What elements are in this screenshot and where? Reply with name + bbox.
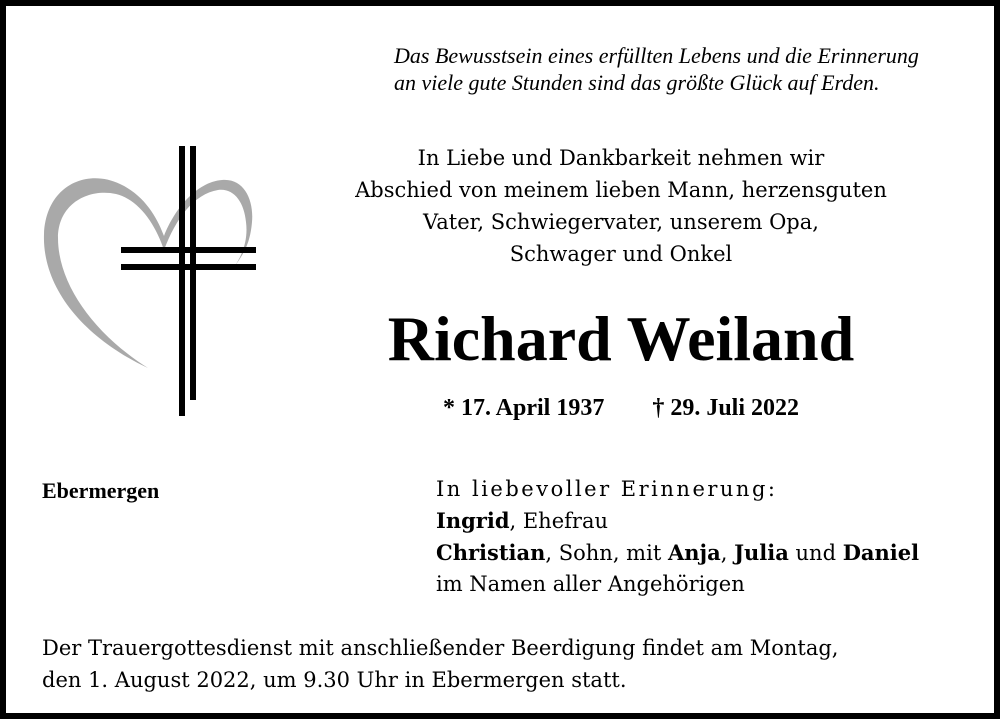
memorial-emblem bbox=[36, 138, 266, 423]
intro-line: Schwager und Onkel bbox=[509, 242, 733, 266]
mourner-line bbox=[436, 537, 996, 569]
mourner-name: Julia bbox=[734, 540, 789, 565]
service-line: Der Trauergottesdienst mit anschließender Beerdigung findet am Montag, bbox=[42, 636, 839, 660]
heart-icon bbox=[44, 178, 252, 368]
opening-quote bbox=[394, 42, 994, 96]
quote-line: Das Bewusstsein eines erfüllten Lebens und die Erinnerung bbox=[394, 43, 919, 68]
intro-line: Abschied von meinem lieben Mann, herzensguten bbox=[355, 178, 887, 202]
mourner-name: Daniel bbox=[842, 540, 920, 565]
mourner-role: , Ehefrau bbox=[509, 509, 608, 533]
mourner-name: Christian bbox=[436, 540, 546, 565]
separator-text: , bbox=[720, 541, 735, 565]
death-date: † 29. Juli 2022 bbox=[652, 395, 800, 421]
intro-line: In Liebe und Dankbarkeit nehmen wir bbox=[417, 146, 825, 170]
service-notice bbox=[42, 632, 982, 696]
mourner-role: , Sohn, mit bbox=[545, 541, 668, 565]
mourners-closing: im Namen aller Angehörigen bbox=[436, 572, 745, 596]
intro-line: Vater, Schwiegervater, unserem Opa, bbox=[423, 210, 819, 234]
mourner-name: Anja bbox=[667, 540, 721, 565]
mourner-line bbox=[436, 505, 996, 537]
quote-line: an viele gute Stunden sind das größte Glück auf Erden. bbox=[394, 70, 880, 95]
service-line: den 1. August 2022, um 9.30 Uhr in Ebermergen statt. bbox=[42, 668, 627, 692]
deceased-name: Richard Weiland bbox=[387, 303, 855, 374]
life-dates bbox=[296, 392, 946, 424]
birth-date: * 17. April 1937 bbox=[442, 395, 605, 421]
mourners-heading: In liebevoller Erinnerung: bbox=[436, 477, 778, 501]
mourners-block bbox=[436, 474, 996, 600]
separator-text: und bbox=[788, 541, 843, 565]
intro-text bbox=[296, 142, 946, 270]
mourner-name: Ingrid bbox=[436, 508, 510, 533]
place-name: Ebermergen bbox=[42, 478, 160, 503]
